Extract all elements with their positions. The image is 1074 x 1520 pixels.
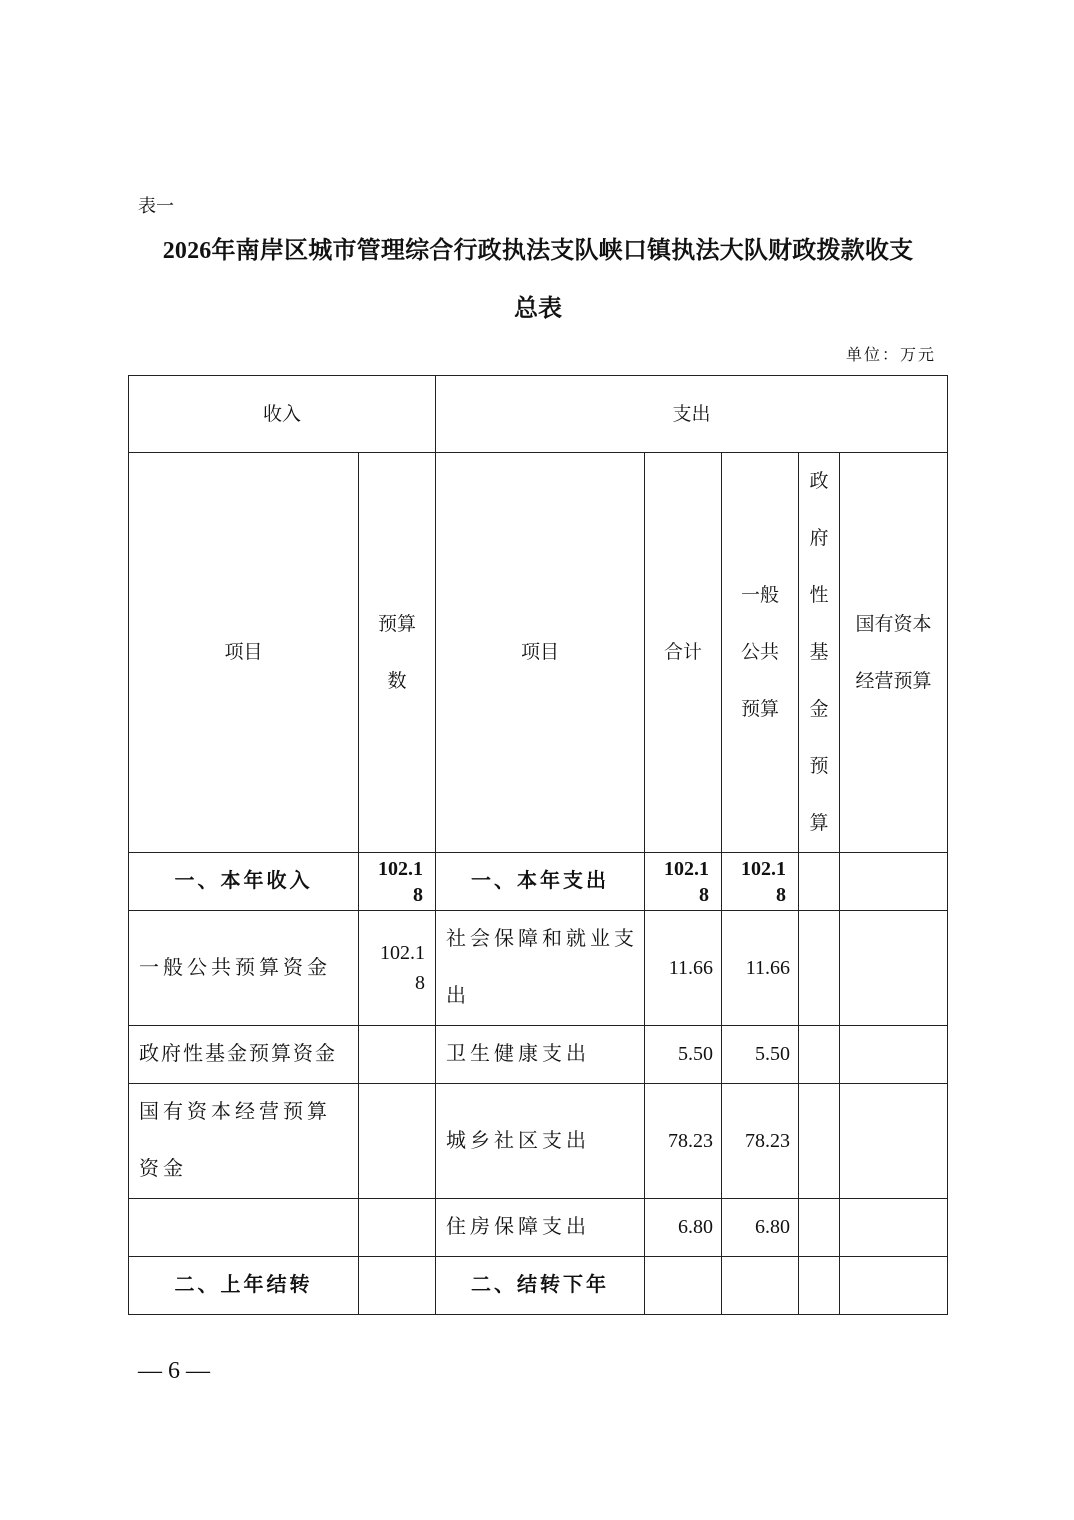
expense-general: 78.23: [722, 1084, 799, 1199]
header-total: 合计: [645, 453, 722, 853]
expense-total: 11.66: [645, 911, 722, 1026]
expense-gov-fund: [799, 1199, 840, 1257]
header-expense: 支出: [436, 376, 948, 453]
expense-state-capital: [840, 1084, 948, 1199]
expense-general: 6.80: [722, 1199, 799, 1257]
expense-item: 城乡社区支出: [436, 1084, 645, 1199]
expense-state-capital: [840, 1026, 948, 1084]
income-item: 国有资本经营预算资金: [129, 1084, 359, 1199]
expense-general: 5.50: [722, 1026, 799, 1084]
expense-total: 5.50: [645, 1026, 722, 1084]
header-income-budget: 预算数: [359, 453, 436, 853]
income-value: [359, 1084, 436, 1199]
income-value: [359, 1257, 436, 1315]
expense-state-capital: [840, 853, 948, 911]
income-item: 一、本年收入: [129, 853, 359, 911]
unit-label: 单位：万元: [845, 345, 936, 364]
expense-total: 78.23: [645, 1084, 722, 1199]
income-value: 102.18: [359, 853, 436, 911]
header-state-capital-budget: 国有资本经营预算: [840, 453, 948, 853]
expense-state-capital: [840, 1199, 948, 1257]
expense-item: 住房保障支出: [436, 1199, 645, 1257]
header-income: 收入: [129, 376, 436, 453]
expense-item: 社会保障和就业支出: [436, 911, 645, 1026]
expense-gov-fund: [799, 1026, 840, 1084]
budget-table: [128, 375, 948, 1315]
expense-item: 一、本年支出: [436, 853, 645, 911]
expense-item: 卫生健康支出: [436, 1026, 645, 1084]
income-item: 二、上年结转: [129, 1257, 359, 1315]
expense-gov-fund: [799, 1257, 840, 1315]
expense-state-capital: [840, 1257, 948, 1315]
income-item: 政府性基金预算资金: [129, 1026, 359, 1084]
page-title: 2026年南岸区城市管理综合行政执法支队峡口镇执法大队财政拨款收支: [162, 238, 914, 264]
expense-general: 102.18: [722, 853, 799, 911]
income-value: [359, 1199, 436, 1257]
income-value: [359, 1026, 436, 1084]
table-label: 表一: [138, 196, 174, 217]
income-item: [129, 1199, 359, 1257]
page-title-line2: 总表: [514, 296, 562, 322]
header-gov-fund-budget: 政府性基金预算: [799, 453, 840, 853]
expense-general: 11.66: [722, 911, 799, 1026]
header-general-budget: 一般公共预算: [722, 453, 799, 853]
page-number: — 6 —: [138, 1358, 210, 1384]
expense-item: 二、结转下年: [436, 1257, 645, 1315]
expense-gov-fund: [799, 911, 840, 1026]
expense-gov-fund: [799, 853, 840, 911]
expense-total: [645, 1257, 722, 1315]
income-value: 102.18: [359, 911, 436, 1026]
expense-state-capital: [840, 911, 948, 1026]
header-expense-item: 项目: [436, 453, 645, 853]
header-income-item: 项目: [129, 453, 359, 853]
income-item: 一般公共预算资金: [129, 911, 359, 1026]
expense-general: [722, 1257, 799, 1315]
expense-total: 6.80: [645, 1199, 722, 1257]
expense-total: 102.18: [645, 853, 722, 911]
expense-gov-fund: [799, 1084, 840, 1199]
